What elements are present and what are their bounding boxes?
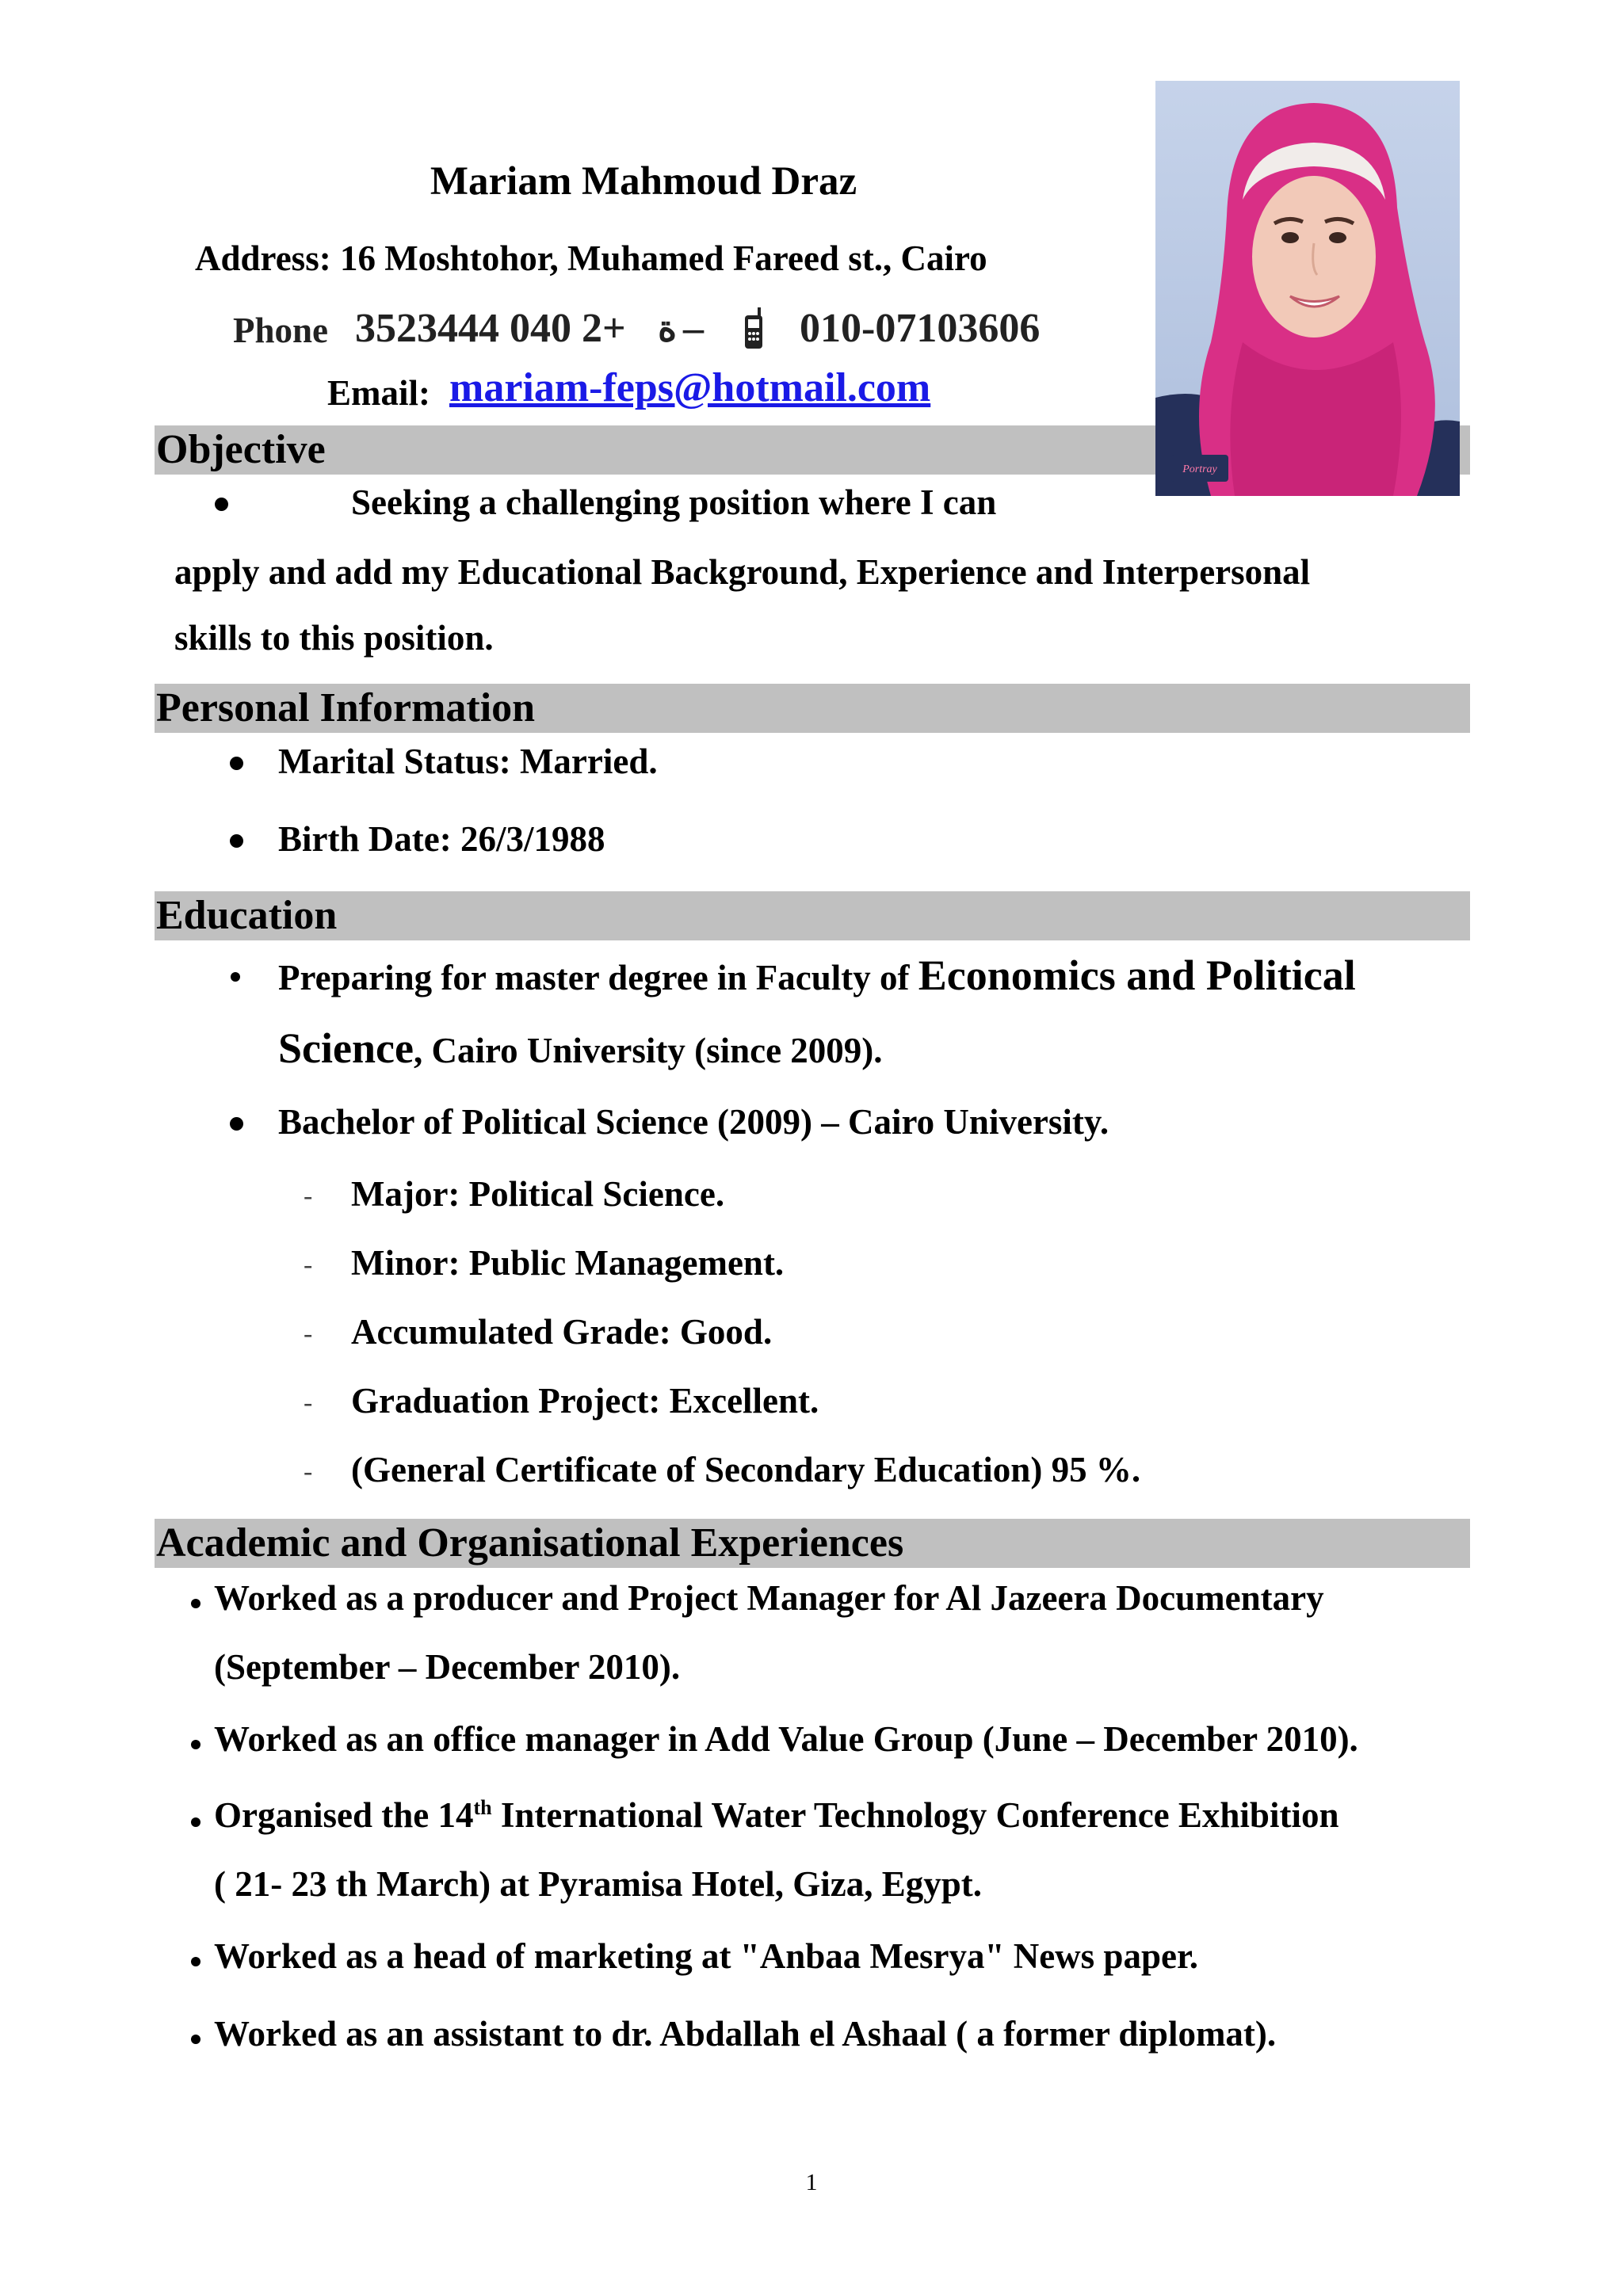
bullet-icon: [231, 972, 240, 982]
education-subitem-project: Graduation Project: Excellent.: [351, 1381, 819, 1421]
education-item-master-science: Science: [278, 1024, 414, 1072]
education-item-master-line-1: [278, 951, 1356, 1000]
experience-item-conference-post: International Water Technology Conference Exhibition: [491, 1795, 1339, 1835]
email-label: Email:: [327, 373, 430, 413]
address-line: Address: 16 Moshtohor, Muhamed Fareed st., Cairo: [195, 238, 987, 278]
personal-item-birth: Birth Date: 26/3/1988: [278, 819, 605, 859]
bullet-icon: [215, 498, 228, 511]
personal-heading: Personal Information: [156, 685, 536, 730]
objective-heading: Objective: [156, 427, 326, 472]
bullet-icon: [230, 834, 243, 848]
education-item-master-line-2: [278, 1024, 883, 1073]
profile-photo: [1155, 81, 1460, 496]
page-number: 1: [805, 2169, 818, 2195]
objective-line-2: apply and add my Educational Background, Experience and Interpersonal: [174, 552, 1311, 592]
bullet-icon: [191, 1599, 200, 1608]
experience-item-assistant: Worked as an assistant to dr. Abdallah el Ashaal ( a former diplomat).: [214, 2014, 1277, 2054]
education-subitem-secondary: (General Certificate of Secondary Education) 95 %.: [351, 1450, 1141, 1489]
experience-heading: Academic and Organisational Experiences: [156, 1520, 904, 1566]
bullet-icon: [230, 757, 243, 770]
experience-item-aljazeera-line-1: Worked as a producer and Project Manager for Al Jazeera Documentary: [214, 1578, 1324, 1618]
experience-item-add-value: Worked as an office manager in Add Value Group (June – December 2010).: [214, 1719, 1358, 1759]
phone-label: Phone: [233, 311, 329, 350]
experience-item-aljazeera-line-2: (September – December 2010).: [214, 1647, 681, 1687]
dash-marker: -: [304, 1457, 313, 1486]
education-item-master-faculty: Economics and Political: [918, 952, 1356, 999]
education-item-bachelor: Bachelor of Political Science (2009) – Cairo University.: [278, 1102, 1109, 1142]
dash-marker: -: [304, 1319, 313, 1348]
phone-arabic-letter: ة: [658, 308, 678, 349]
mobile-phone-icon: [739, 306, 770, 352]
education-item-master-pre: Preparing for master degree in Faculty of: [278, 958, 918, 997]
experience-item-conference-pre: Organised the 14: [214, 1795, 474, 1835]
dash-marker: -: [304, 1388, 313, 1417]
personal-item-marital: Marital Status: Married.: [278, 742, 658, 781]
experience-item-conference-sup: th: [473, 1796, 492, 1819]
education-subitem-minor: Minor: Public Management.: [351, 1243, 785, 1283]
experience-item-marketing: Worked as a head of marketing at "Anbaa Mesrya" News paper.: [214, 1936, 1199, 1976]
dash-marker: -: [304, 1250, 313, 1280]
education-subitem-grade: Accumulated Grade: Good.: [351, 1312, 773, 1352]
dash-marker: -: [304, 1181, 313, 1211]
bullet-icon: [230, 1117, 243, 1131]
phone-separator: –: [683, 306, 704, 351]
bullet-icon: [191, 1817, 200, 1827]
objective-line-1: Seeking a challenging position where I can: [351, 482, 997, 522]
phone-number: 3523444 040 2+: [355, 306, 626, 351]
email-link[interactable]: mariam-feps@hotmail.com: [449, 365, 931, 410]
education-heading: Education: [156, 893, 338, 938]
photo-stamp-text: Portray: [1182, 463, 1217, 475]
candidate-name: Mariam Mahmoud Draz: [430, 159, 857, 204]
education-section-bar: [155, 891, 1470, 940]
objective-line-3: skills to this position.: [174, 618, 494, 658]
education-item-master-post: , Cairo University (since 2009).: [413, 1031, 883, 1070]
experience-item-conference-line-1: [214, 1794, 1338, 1836]
bullet-icon: [191, 2035, 200, 2044]
mobile-number: 010-07103606: [800, 306, 1041, 351]
education-subitem-major: Major: Political Science.: [351, 1174, 725, 1214]
bullet-icon: [191, 1740, 200, 1749]
bullet-icon: [191, 1957, 200, 1966]
experience-item-conference-line-2: ( 21- 23 th March) at Pyramisa Hotel, Giza, Egypt.: [214, 1864, 983, 1904]
